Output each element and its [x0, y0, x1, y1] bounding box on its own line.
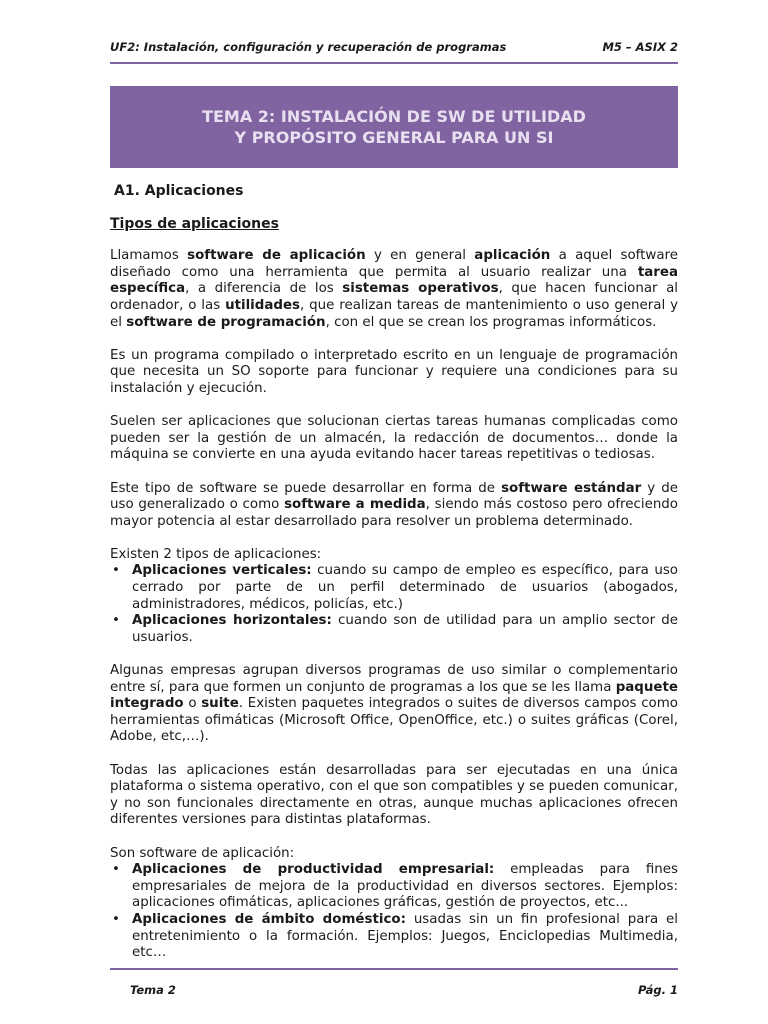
bold-term: software estándar	[501, 480, 642, 496]
list-item	[110, 912, 678, 962]
bold-term: software a medida	[284, 497, 426, 513]
footer-topic: Tema 2	[130, 983, 176, 997]
list-item	[110, 613, 678, 646]
title-line-1: TEMA 2: INSTALACIÓN DE SW DE UTILIDAD	[202, 107, 586, 126]
text-span: o	[183, 696, 202, 712]
list-item-term: Aplicaciones horizontales:	[132, 613, 332, 629]
text-span: y en general	[365, 248, 475, 264]
bold-term: tarea específica	[110, 264, 678, 297]
title-line-2: Y PROPÓSITO GENERAL PARA UN SI	[234, 128, 554, 147]
text-span: Este tipo de software se puede desarrollar en forma de	[110, 480, 502, 496]
page-header	[110, 40, 678, 54]
text-span: . Existen paquetes integrados o suites de diversos campos como herramientas ofimáticas (Microsoft Office, OpenOffice, etc.) o suites gráficas (Corel, Adobe, etc,…).	[110, 696, 678, 745]
text-span: , que realizan tareas de mantenimiento o uso general y el	[110, 297, 679, 330]
list-item-text: empleadas para fines empresariales de mejora de la productividad en diversos sectores. Ejemplos: aplicaciones ofimáticas, aplicaciones gráficas, gestión de proyectos, etc...	[132, 862, 678, 911]
text-span: Llamamos	[110, 248, 188, 264]
list-intro-2: Son software de aplicación:	[110, 845, 295, 861]
document-body	[110, 183, 678, 978]
bold-term: sistemas operativos	[342, 281, 499, 297]
list-item	[110, 862, 678, 912]
bold-term: paquete integrado	[110, 679, 678, 712]
section-heading: A1. Aplicaciones	[114, 183, 244, 199]
bullet-icon: •	[112, 911, 120, 927]
subheading: Tipos de aplicaciones	[110, 215, 279, 232]
paragraph-6	[110, 663, 678, 746]
page-footer	[130, 983, 678, 997]
page-number: Pág. 1	[637, 983, 678, 997]
header-module-code: M5 – ASIX 2	[602, 40, 678, 54]
text-span: a aquel software diseñado como una herramienta que permita al usuario realizar una	[110, 248, 679, 280]
bold-term: suite	[201, 696, 239, 712]
bold-term: software de aplicación	[187, 248, 366, 264]
title-banner	[110, 86, 678, 168]
list-item-text: cuando su campo de empleo es específico, para uso cerrado por parte de un perfil determinado de usuarios (abogados, administradores, médicos, policías, etc.)	[132, 563, 678, 612]
bold-term: software de programación	[126, 314, 326, 330]
list-intro-1: Existen 2 tipos de aplicaciones:	[110, 546, 322, 562]
application-types-list	[110, 563, 678, 646]
footer-rule	[110, 968, 678, 970]
list-item-term: Aplicaciones verticales:	[132, 563, 312, 579]
list-item	[110, 563, 678, 613]
text-span: , que hacen funcionar al ordenador, o las	[110, 281, 678, 313]
paragraph-1	[110, 248, 678, 331]
header-course-title: UF2: Instalación, configuración y recuperación de programas	[110, 40, 507, 54]
text-span: Algunas empresas agrupan diversos programas de uso similar o complementario entre sí, para que formen un conjunto de programas a los que se les llama	[110, 663, 678, 695]
bullet-icon: •	[112, 563, 120, 579]
header-rule	[110, 62, 678, 64]
bullet-icon: •	[112, 613, 120, 629]
paragraph-4	[110, 481, 678, 531]
text-span: , siendo más costoso pero ofreciendo mayor potencia al estar desarrollado para resolver un problema determinado.	[110, 497, 678, 529]
paragraph-3: Suelen ser aplicaciones que solucionan ciertas tareas humanas complicadas como pueden ser la gestión de un almacén, la redacción de documentos… donde la máquina se convierte en una ayuda evitando hacer tareas repetitivas o tediosas.	[110, 414, 678, 463]
bold-term: aplicación	[474, 248, 551, 264]
list-item-term: Aplicaciones de ámbito doméstico:	[132, 911, 406, 927]
text-span: , con el que se crean los programas informáticos.	[325, 314, 657, 330]
list-item-term: Aplicaciones de productividad empresarial:	[132, 862, 495, 878]
text-span: , a diferencia de los	[185, 281, 343, 297]
text-span: y de uso generalizado o como	[110, 480, 678, 513]
bullet-icon: •	[112, 862, 120, 878]
list-item-text: cuando son de utilidad para un amplio sector de usuarios.	[132, 613, 678, 645]
list-item-text: usadas sin un fin profesional para el entretenimiento o la formación. Ejemplos: Juegos, Enciclopedias Multimedia, etc…	[132, 911, 678, 961]
paragraph-2: Es un programa compilado o interpretado escrito en un lenguaje de programación que necesita un SO soporte para funcionar y requiere una condiciones para su instalación y ejecución.	[110, 347, 678, 396]
paragraph-7: Todas las aplicaciones están desarrolladas para ser ejecutadas en una única plataforma o sistema operativo, con el que son compatibles y se pueden comunicar, y no son funcionales directamente en otras, aunque muchas aplicaciones ofrecen diferentes versiones para distintas plataformas.	[110, 762, 678, 828]
bold-term: utilidades	[225, 297, 301, 313]
software-types-list	[110, 862, 678, 962]
